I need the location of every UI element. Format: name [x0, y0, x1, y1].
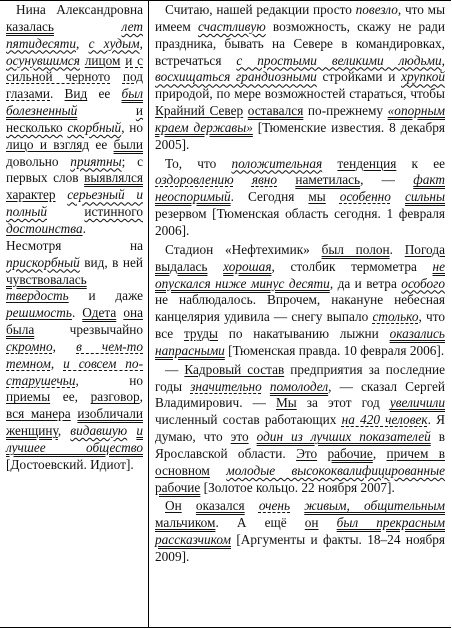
underlined-segment: на 420 человек [341, 412, 428, 428]
underlined-segment: счастливую [197, 18, 266, 34]
underlined-segment: лицом [84, 52, 121, 68]
text-segment: к ее [396, 155, 445, 171]
underlined-segment: положительная [231, 155, 323, 171]
example-paragraph [155, 2, 445, 154]
underlined-segment: Крайний Север [155, 103, 244, 119]
underlined-segment: и лучшее общество [6, 423, 143, 455]
underlined-segment: он [304, 515, 319, 531]
underlined-segment: выявлялся [84, 170, 143, 186]
underlined-segment: прискорбный [6, 254, 80, 270]
text-segment: [Достоевский. Идиот]. [6, 456, 134, 472]
underlined-segment: приемы [6, 389, 51, 405]
underlined-segment: в чем-то темном [6, 338, 143, 371]
underlined-segment: чувствовалась [6, 271, 87, 287]
example-paragraph [6, 2, 143, 474]
text-segment: ее [87, 86, 122, 102]
text-segment: , [50, 355, 64, 371]
text-segment [322, 156, 337, 171]
underlined-segment: были [113, 136, 144, 152]
underlined-segment: осунувшимся [6, 52, 80, 68]
underlined-segment: видавшую [70, 423, 128, 439]
underlined-segment: молодые высококвалифицированные [226, 462, 445, 478]
underlined-segment: была [6, 322, 35, 338]
underlined-segment: Кадровый состав [184, 361, 285, 377]
underlined-segment: Одета [82, 305, 117, 321]
text-segment: , [139, 389, 143, 405]
underlined-segment: причем в основном [155, 445, 445, 478]
text-segment: Считаю, нашей редакции просто [165, 2, 356, 17]
text-segment: природой, по мере возможностей стараться, чтобы [155, 86, 445, 102]
underlined-segment: скорбный [67, 119, 122, 135]
underlined-segment: «опорным краем державы» [155, 103, 445, 135]
text-segment: в Ярославской области. [155, 429, 445, 461]
underlined-segment: лицо и взгляд [6, 136, 90, 152]
text-segment [326, 189, 340, 204]
underlined-segment: мы [308, 189, 326, 205]
underlined-segment: Погода [404, 241, 445, 257]
text-segment [317, 446, 327, 461]
text-segment: по-прежнему [303, 103, 388, 119]
underlined-segment: был болезненный [6, 86, 144, 119]
text-segment: возможность, скажу не ради праздника, бывать на Севере в командировках, встречаться [155, 18, 445, 68]
text-segment: , что мы имеем [155, 2, 446, 34]
underlined-segment: явно [251, 172, 278, 188]
underlined-segment: наметилась [295, 172, 361, 188]
text-segment: , но [121, 119, 143, 135]
text-segment [249, 429, 257, 444]
underlined-segment: Он [165, 498, 182, 514]
underlined-segment: хрупкой [401, 69, 445, 85]
underlined-segment: характер [6, 187, 56, 203]
text-segment: численный состав работающих [155, 412, 342, 428]
text-segment: по накатыванию лыжни [217, 326, 390, 342]
text-segment: . А ещё [215, 515, 305, 531]
underlined-segment: увеличили [389, 395, 446, 411]
underlined-segment: особого [401, 275, 445, 291]
text-segment: вид, в ней [79, 254, 143, 270]
text-segment [127, 423, 136, 438]
underlined-segment: решимость [6, 305, 72, 321]
text-segment: стройками и [316, 69, 402, 85]
underlined-segment: помолодел [269, 378, 329, 394]
underlined-segment: серьезный и полный [6, 187, 143, 220]
text-segment: [Золотое кольцо. 22 ноября 2007]. [200, 479, 395, 495]
underlined-segment: и несколько [6, 103, 143, 135]
underlined-segment: изобличали [77, 406, 143, 422]
underlined-segment: с худым [88, 35, 140, 51]
text-segment: [Аргументы и факты. 18–24 ноября 2009]. [155, 532, 445, 564]
text-segment: . [71, 305, 83, 321]
text-segment: , — [360, 172, 414, 188]
underlined-segment: она [123, 305, 143, 321]
underlined-segment: не опускался ниже минус десяти [155, 258, 445, 291]
text-segment: , [57, 423, 71, 439]
text-segment [47, 204, 84, 219]
underlined-segment: достоинства [6, 220, 83, 236]
underlined-segment: сильны [404, 189, 445, 205]
text-segment: , [76, 35, 89, 51]
underlined-segment: значительно [190, 378, 262, 394]
underlined-segment: Это [296, 445, 318, 461]
text-segment: ее, [50, 389, 91, 405]
text-segment: Стадион «Нефтехимик» [165, 241, 322, 257]
text-segment [77, 103, 136, 118]
text-segment [391, 189, 405, 204]
underlined-segment: особенно [339, 189, 391, 205]
underlined-segment: факт неоспоримый [155, 172, 445, 205]
text-segment: ее [89, 136, 114, 152]
text-segment: ; с первых слов [6, 153, 143, 186]
underlined-segment: истинного [84, 204, 143, 220]
underlined-segment: тенденция [337, 155, 397, 171]
text-segment: , [139, 35, 143, 51]
underlined-segment: под глазами [6, 69, 143, 102]
text-segment: , что все [155, 309, 446, 342]
example-paragraph [155, 242, 445, 360]
underlined-segment: был полон [321, 241, 390, 257]
text-segment [290, 498, 304, 513]
text-segment: [Тюменские известия. 8 декабря 2005]. [155, 119, 445, 152]
text-segment: , [441, 52, 445, 68]
underlined-segment: лет пятидесяти [6, 18, 143, 51]
underlined-segment: оказались напрасными [155, 326, 445, 358]
underlined-segment: был прекрасным рассказчиком [155, 515, 445, 548]
underlined-segment: женщину [6, 423, 58, 439]
underlined-segment: скромно [6, 338, 53, 354]
text-segment: , но [75, 372, 143, 388]
underlined-segment: выдалась [155, 258, 208, 274]
right-column-press-examples [155, 2, 445, 566]
text-segment: повезло [355, 2, 398, 17]
text-segment [277, 172, 295, 187]
text-segment: , да и ветра [329, 275, 402, 291]
underlined-segment: разговор [90, 389, 140, 405]
text-segment: и даже [68, 288, 143, 304]
text-segment: за этот год [296, 395, 390, 411]
underlined-segment: хорошая [223, 258, 272, 274]
underlined-segment: Мы [275, 395, 297, 411]
underlined-segment: и с сильной черното [6, 52, 144, 85]
text-segment: — [165, 361, 185, 377]
text-segment: , — сказал Сергей Владимирович. — [155, 378, 445, 411]
text-segment: . Сегодня [230, 189, 309, 205]
underlined-segment: с простыми великими людьми [236, 52, 442, 68]
text-segment [245, 498, 259, 513]
underlined-segment: казалась [6, 18, 54, 34]
text-segment [54, 19, 122, 34]
underlined-segment: вся манера [6, 406, 71, 422]
text-segment [319, 515, 337, 530]
text-segment: резервом [Тюменская область сегодня. 1 февраля 2006]. [155, 206, 445, 238]
underlined-segment: труды [183, 326, 218, 342]
underlined-segment: рабочие [327, 445, 373, 461]
underlined-segment: один из лучших показателей [256, 429, 431, 445]
underlined-segment: оставался [247, 103, 304, 119]
text-segment: не наблюдалось. Впрочем, накануне небесная канцелярия удивила — снегу выпало [155, 292, 445, 325]
text-segment [110, 69, 123, 84]
text-segment [234, 172, 252, 187]
underlined-segment: столько [372, 309, 419, 325]
underlined-segment: восхищаться грандиозными [155, 69, 317, 85]
text-segment: . [50, 86, 65, 102]
left-column-literary-example [6, 2, 143, 474]
underlined-segment: Вид [64, 86, 88, 102]
text-segment: предприятия за последние годы [155, 361, 445, 394]
text-segment: , [372, 445, 387, 461]
underlined-segment: оздоровлению [155, 172, 234, 188]
underlined-segment: и совсем по-старушечьи [6, 355, 143, 388]
text-segment: Нина Александровна [16, 2, 143, 17]
underlined-segment: приятны [70, 153, 122, 169]
text-segment [210, 463, 226, 478]
text-segment: чрезвычайно [34, 322, 143, 338]
example-paragraph [155, 362, 445, 497]
underlined-segment: рабочие [155, 479, 201, 495]
text-segment: То, что [165, 155, 232, 171]
underlined-segment: очень [258, 498, 291, 514]
underlined-segment: твердость [6, 288, 69, 304]
text-segment: . Несмотря на [6, 220, 143, 253]
text-segment [56, 187, 68, 202]
column-divider [148, 0, 149, 628]
text-segment [262, 379, 270, 394]
underlined-segment: это [230, 429, 249, 445]
underlined-segment: оказался [195, 498, 245, 514]
text-segment: [Тюменская правда. 10 февраля 2006]. [224, 342, 445, 358]
text-segment [182, 498, 196, 513]
text-segment [208, 259, 224, 274]
text-segment: , столбик термометра [271, 258, 433, 274]
text-segment: довольно [6, 153, 71, 169]
text-segment: . Я думаю, что [155, 412, 445, 445]
underlined-segment: мальчиком [155, 515, 216, 531]
text-segment: , [52, 338, 77, 354]
underlined-segment: живым, общительным [304, 498, 446, 514]
example-paragraph [155, 498, 445, 565]
text-segment: . [389, 241, 405, 257]
example-paragraph [155, 156, 445, 240]
